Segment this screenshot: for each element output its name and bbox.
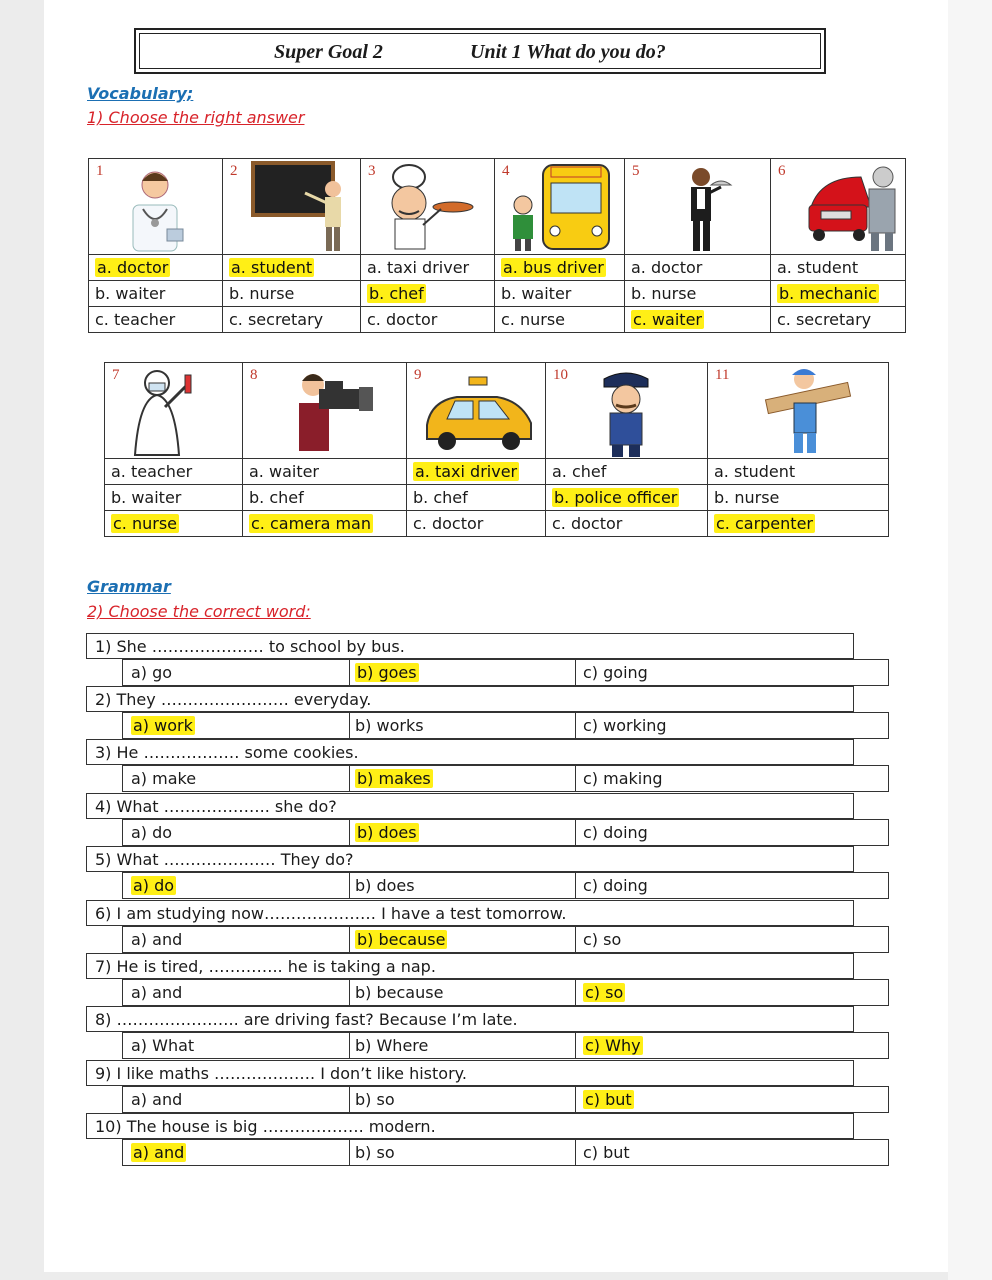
vocab-cell-2: 2 [223,159,361,255]
grammar-7-option-a[interactable]: a) and [131,983,183,1002]
vocab-10-option-b[interactable]: b. police officer [546,485,708,511]
grammar-1-option-a[interactable]: a) go [131,663,173,682]
vocab-1-option-b[interactable]: b. waiter [89,281,223,307]
grammar-10-option-b[interactable]: b) so [355,1143,395,1162]
vocab-9-option-c[interactable]: c. doctor [407,511,546,537]
vocab-5-option-c[interactable]: c. waiter [625,307,771,333]
vocab-instruction: 1) Choose the right answer [87,108,305,127]
vocab-11-option-a[interactable]: a. student [708,459,889,485]
vocab-8-option-c[interactable]: c. camera man [243,511,407,537]
grammar-5-option-c[interactable]: c) doing [583,876,648,895]
grammar-options-row [122,659,889,686]
grammar-6-option-c[interactable]: c) so [583,930,622,949]
grammar-options-row [122,1139,889,1166]
vocab-9-option-b[interactable]: b. chef [407,485,546,511]
grammar-3-option-b[interactable]: b) makes [357,769,431,788]
vocab-table-2 [104,362,889,537]
vocab-cell-5: 5 [625,159,771,255]
grammar-question-10: 10) The house is big ………………. modern. [86,1113,854,1139]
police-officer-picture-icon [546,363,708,459]
carpenter-picture-icon [708,363,889,459]
vocab-10-option-c[interactable]: c. doctor [546,511,708,537]
grammar-10-option-a[interactable]: a) and [133,1143,185,1162]
vocab-2-option-c[interactable]: c. secretary [223,307,361,333]
title-box [134,28,826,74]
vocab-2-option-b[interactable]: b. nurse [223,281,361,307]
grammar-options-row [122,819,889,846]
vocab-4-option-a[interactable]: a. bus driver [495,255,625,281]
doctor-picture-icon [89,159,223,255]
vocab-7-option-b[interactable]: b. waiter [105,485,243,511]
vocab-cell-3: 3 [361,159,495,255]
vocab-11-option-b[interactable]: b. nurse [708,485,889,511]
grammar-question-2: 2) They …………………… everyday. [86,686,854,712]
vocab-cell-10: 10 [546,363,708,459]
vocab-cell-4: 4 [495,159,625,255]
waiter-picture-icon [625,159,771,255]
vocab-cell-6: 6 [771,159,906,255]
book-title: Super Goal 2 [274,41,383,63]
vocab-8-option-a[interactable]: a. waiter [243,459,407,485]
nurse-picture-icon [105,363,243,459]
grammar-options-row [122,1086,889,1113]
grammar-options-row [122,712,889,739]
grammar-2-option-c[interactable]: c) working [583,716,667,735]
grammar-1-option-b[interactable]: b) goes [357,663,417,682]
grammar-5-option-a[interactable]: a) do [133,876,175,895]
vocab-4-option-c[interactable]: c. nurse [495,307,625,333]
vocab-7-option-c[interactable]: c. nurse [105,511,243,537]
grammar-7-option-b[interactable]: b) because [355,983,444,1002]
vocab-6-option-c[interactable]: c. secretary [771,307,906,333]
vocab-1-option-c[interactable]: c. teacher [89,307,223,333]
unit-title: Unit 1 What do you do? [470,41,666,63]
grammar-question-4: 4) What ……………….. she do? [86,793,854,819]
taxi-picture-icon [407,363,546,459]
bus-driver-picture-icon [495,159,625,255]
vocab-3-option-a[interactable]: a. taxi driver [361,255,495,281]
grammar-2-option-b[interactable]: b) works [355,716,424,735]
camera-man-picture-icon [243,363,407,459]
vocab-3-option-b[interactable]: b. chef [361,281,495,307]
vocab-cell-8: 8 [243,363,407,459]
grammar-4-option-c[interactable]: c) doing [583,823,648,842]
grammar-question-5: 5) What ………………… They do? [86,846,854,872]
grammar-9-option-c[interactable]: c) but [585,1090,632,1109]
vocab-3-option-c[interactable]: c. doctor [361,307,495,333]
vocab-2-option-a[interactable]: a. student [223,255,361,281]
vocab-11-option-c[interactable]: c. carpenter [708,511,889,537]
grammar-options-row [122,979,889,1006]
grammar-4-option-b[interactable]: b) does [357,823,417,842]
grammar-7-option-c[interactable]: c) so [585,983,624,1002]
grammar-options-row [122,872,889,899]
vocab-cell-7: 7 [105,363,243,459]
grammar-3-option-a[interactable]: a) make [131,769,197,788]
vocab-10-option-a[interactable]: a. chef [546,459,708,485]
vocab-8-option-b[interactable]: b. chef [243,485,407,511]
vocab-cell-9: 9 [407,363,546,459]
vocab-cell-11: 11 [708,363,889,459]
grammar-6-option-a[interactable]: a) and [131,930,183,949]
grammar-8-option-b[interactable]: b) Where [355,1036,429,1055]
vocab-9-option-a[interactable]: a. taxi driver [407,459,546,485]
grammar-8-option-c[interactable]: c) Why [585,1036,641,1055]
grammar-options-row [122,926,889,953]
viewer-margin [948,0,992,1280]
vocab-7-option-a[interactable]: a. teacher [105,459,243,485]
grammar-options-row [122,765,889,792]
vocab-1-option-a[interactable]: a. doctor [89,255,223,281]
grammar-question-1: 1) She ………………… to school by bus. [86,633,854,659]
grammar-9-option-b[interactable]: b) so [355,1090,395,1109]
grammar-10-option-c[interactable]: c) but [583,1143,630,1162]
grammar-question-9: 9) I like maths ………………. I don’t like history. [86,1060,854,1086]
grammar-question-3: 3) He ……………… some cookies. [86,739,854,765]
vocab-5-option-b[interactable]: b. nurse [625,281,771,307]
grammar-question-6: 6) I am studying now………………… I have a test tomorrow. [86,900,854,926]
grammar-6-option-b[interactable]: b) because [357,930,446,949]
mechanic-picture-icon [771,159,906,255]
grammar-9-option-a[interactable]: a) and [131,1090,183,1109]
vocab-table-1 [88,158,906,333]
grammar-instruction: 2) Choose the correct word: [87,602,311,621]
vocab-4-option-b[interactable]: b. waiter [495,281,625,307]
grammar-5-option-b[interactable]: b) does [355,876,415,895]
grammar-4-option-a[interactable]: a) do [131,823,173,842]
chef-picture-icon [361,159,495,255]
vocab-6-option-b[interactable]: b. mechanic [771,281,906,307]
vocabulary-heading: Vocabulary; [87,84,194,103]
vocab-cell-1: 1 [89,159,223,255]
grammar-question-8: 8) ………………….. are driving fast? Because I’m late. [86,1006,854,1032]
teacher-picture-icon [223,159,361,255]
grammar-options-row [122,1032,889,1059]
grammar-2-option-a[interactable]: a) work [133,716,193,735]
vocab-5-option-a[interactable]: a. doctor [625,255,771,281]
grammar-question-7: 7) He is tired, ………….. he is taking a nap. [86,953,854,979]
grammar-3-option-c[interactable]: c) making [583,769,663,788]
grammar-8-option-a[interactable]: a) What [131,1036,195,1055]
grammar-1-option-c[interactable]: c) going [583,663,648,682]
vocab-6-option-a[interactable]: a. student [771,255,906,281]
grammar-heading: Grammar [87,577,171,596]
